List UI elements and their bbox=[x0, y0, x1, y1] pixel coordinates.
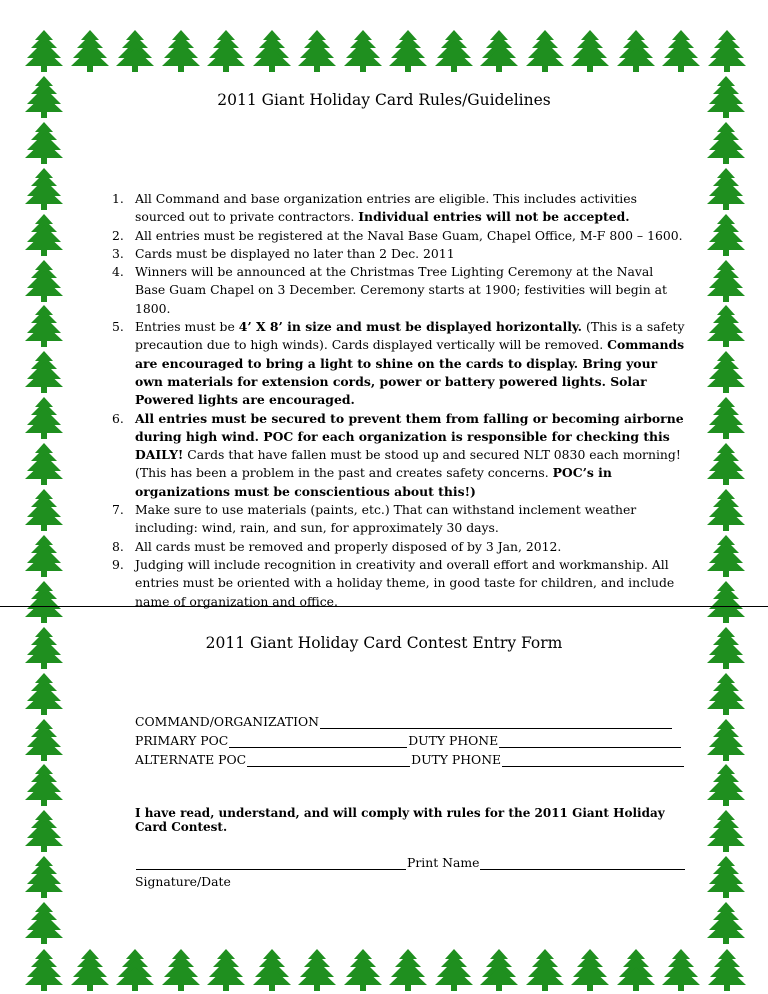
christmas-tree-icon bbox=[161, 948, 201, 992]
christmas-tree-icon bbox=[24, 213, 64, 257]
rules-list bbox=[108, 190, 686, 611]
primary-poc-field[interactable] bbox=[229, 735, 407, 748]
christmas-tree-icon bbox=[434, 948, 474, 992]
christmas-tree-icon bbox=[706, 121, 746, 165]
christmas-tree-icon bbox=[297, 29, 337, 73]
christmas-tree-icon bbox=[525, 948, 565, 992]
item-number: 4. bbox=[112, 264, 124, 280]
christmas-tree-icon bbox=[706, 350, 746, 394]
item-number: 2. bbox=[112, 227, 124, 243]
christmas-tree-icon bbox=[343, 948, 383, 992]
christmas-tree-icon bbox=[24, 488, 64, 532]
christmas-tree-icon bbox=[206, 29, 246, 73]
christmas-tree-icon bbox=[24, 534, 64, 578]
print-name-label: Print Name bbox=[407, 855, 480, 870]
christmas-tree-icon bbox=[24, 442, 64, 486]
christmas-tree-icon bbox=[24, 396, 64, 440]
christmas-tree-icon bbox=[706, 809, 746, 853]
christmas-tree-icon bbox=[706, 488, 746, 532]
list-item: 7. Make sure to use materials (paints, etc.) That can withstand inclement weather including: wind, rain, and sun, for approximately 30 days. bbox=[112, 502, 637, 536]
list-item: 1. All Command and base organization entries are eligible. This includes activities sourced out to private contractors. Individual entries will not be accepted. bbox=[112, 191, 637, 225]
item-number: 7. bbox=[112, 502, 124, 518]
item-number: 9. bbox=[112, 556, 124, 572]
list-item: 6. All entries must be secured to prevent them from falling or becoming airborne during high wind. POC for each organization is responsible for checking this DAILY! Cards that have fallen must be stood up and secured NLT 0830 each morning! (This has been a problem in the past and creates safety concerns. POC’s in organizations must be conscientious about this!) bbox=[112, 410, 684, 499]
christmas-tree-icon bbox=[661, 948, 701, 992]
christmas-tree-icon bbox=[24, 809, 64, 853]
signature-date-label: Signature/Date bbox=[135, 874, 231, 889]
christmas-tree-icon bbox=[70, 29, 110, 73]
christmas-tree-icon bbox=[570, 29, 610, 73]
christmas-tree-icon bbox=[24, 121, 64, 165]
duty-phone-label: DUTY PHONE bbox=[411, 752, 502, 767]
christmas-tree-icon bbox=[388, 948, 428, 992]
compliance-statement: I have read, understand, and will comply with rules for the 2011 Giant Holiday Card Contest. bbox=[135, 806, 665, 834]
christmas-tree-icon bbox=[706, 855, 746, 899]
christmas-tree-icon bbox=[706, 304, 746, 348]
christmas-tree-icon bbox=[24, 259, 64, 303]
list-item: 4. Winners will be announced at the Christmas Tree Lighting Ceremony at the Naval Base Guam Chapel on 3 December. Ceremony starts at 1900; festivities will begin at 1800. bbox=[112, 264, 667, 316]
primary-poc-row bbox=[135, 733, 682, 748]
christmas-tree-icon bbox=[525, 29, 565, 73]
christmas-tree-icon bbox=[24, 901, 64, 945]
christmas-tree-icon bbox=[24, 948, 64, 992]
list-item: 9. Judging will include recognition in creativity and overall effort and workmanship. All entries must be oriented with a holiday theme, in good taste for children, and include name of organization and office. bbox=[112, 556, 675, 609]
christmas-tree-icon bbox=[24, 580, 64, 624]
christmas-tree-icon bbox=[24, 167, 64, 211]
christmas-tree-icon bbox=[24, 304, 64, 348]
item-number: 8. bbox=[112, 538, 124, 554]
christmas-tree-icon bbox=[706, 672, 746, 716]
item-number: 6. bbox=[112, 410, 124, 426]
christmas-tree-icon bbox=[616, 948, 656, 992]
entry-form-title: 2011 Giant Holiday Card Contest Entry Form bbox=[205, 634, 563, 652]
christmas-tree-icon bbox=[252, 948, 292, 992]
christmas-tree-icon bbox=[706, 718, 746, 762]
alternate-poc-row bbox=[135, 752, 685, 767]
christmas-tree-icon bbox=[707, 948, 747, 992]
command-row bbox=[135, 714, 673, 729]
signature-row bbox=[135, 855, 686, 870]
christmas-tree-icon bbox=[661, 29, 701, 73]
christmas-tree-icon bbox=[115, 29, 155, 73]
alternate-poc-field[interactable] bbox=[247, 754, 410, 767]
christmas-tree-icon bbox=[706, 213, 746, 257]
primary-poc-label: PRIMARY POC bbox=[135, 733, 229, 748]
command-label: COMMAND/ORGANIZATION bbox=[135, 714, 320, 729]
item-number: 1. bbox=[112, 191, 124, 206]
rules-title: 2011 Giant Holiday Card Rules/Guidelines bbox=[217, 91, 551, 109]
christmas-tree-icon bbox=[297, 948, 337, 992]
christmas-tree-icon bbox=[570, 948, 610, 992]
christmas-tree-icon bbox=[24, 763, 64, 807]
christmas-tree-icon bbox=[252, 29, 292, 73]
item-number: 3. bbox=[112, 245, 124, 261]
christmas-tree-icon bbox=[706, 442, 746, 486]
christmas-tree-icon bbox=[434, 29, 474, 73]
christmas-tree-icon bbox=[206, 948, 246, 992]
christmas-tree-icon bbox=[706, 167, 746, 211]
christmas-tree-icon bbox=[706, 580, 746, 624]
christmas-tree-icon bbox=[24, 672, 64, 716]
command-field[interactable] bbox=[320, 716, 672, 729]
christmas-tree-icon bbox=[24, 29, 64, 73]
alternate-duty-phone-field[interactable] bbox=[502, 754, 684, 767]
christmas-tree-icon bbox=[24, 350, 64, 394]
christmas-tree-icon bbox=[706, 901, 746, 945]
christmas-tree-icon bbox=[343, 29, 383, 73]
christmas-tree-icon bbox=[707, 29, 747, 73]
christmas-tree-icon bbox=[70, 948, 110, 992]
item-number: 5. bbox=[112, 319, 124, 335]
duty-phone-label: DUTY PHONE bbox=[408, 733, 499, 748]
christmas-tree-icon bbox=[706, 534, 746, 578]
list-item: 3. Cards must be displayed no later than 2 Dec. 2011 bbox=[108, 245, 686, 263]
list-item: 2. All entries must be registered at the Naval Base Guam, Chapel Office, M-F 800 – 1600. bbox=[108, 227, 686, 245]
list-item: 8. All cards must be removed and properly disposed of by 3 Jan, 2012. bbox=[108, 538, 686, 556]
signature-field[interactable] bbox=[136, 857, 406, 870]
christmas-tree-icon bbox=[616, 29, 656, 73]
christmas-tree-icon bbox=[479, 948, 519, 992]
christmas-tree-icon bbox=[24, 855, 64, 899]
christmas-tree-icon bbox=[479, 29, 519, 73]
alternate-poc-label: ALTERNATE POC bbox=[135, 752, 247, 767]
print-name-field[interactable] bbox=[480, 857, 685, 870]
christmas-tree-icon bbox=[706, 259, 746, 303]
christmas-tree-icon bbox=[706, 763, 746, 807]
christmas-tree-icon bbox=[24, 718, 64, 762]
christmas-tree-icon bbox=[161, 29, 201, 73]
christmas-tree-icon bbox=[706, 396, 746, 440]
list-item: 5. Entries must be 4’ X 8’ in size and must be displayed horizontally. (This is a safety precaution due to high winds). Cards displayed vertically will be removed. Commands are encouraged to bring a light to shine on the cards to display. Bring your own materials for extension cords, power or battery powered lights. Solar Powered lights are encouraged. bbox=[112, 319, 685, 408]
primary-duty-phone-field[interactable] bbox=[499, 735, 681, 748]
cut-line-divider bbox=[0, 606, 768, 607]
christmas-tree-icon bbox=[388, 29, 428, 73]
christmas-tree-icon bbox=[115, 948, 155, 992]
